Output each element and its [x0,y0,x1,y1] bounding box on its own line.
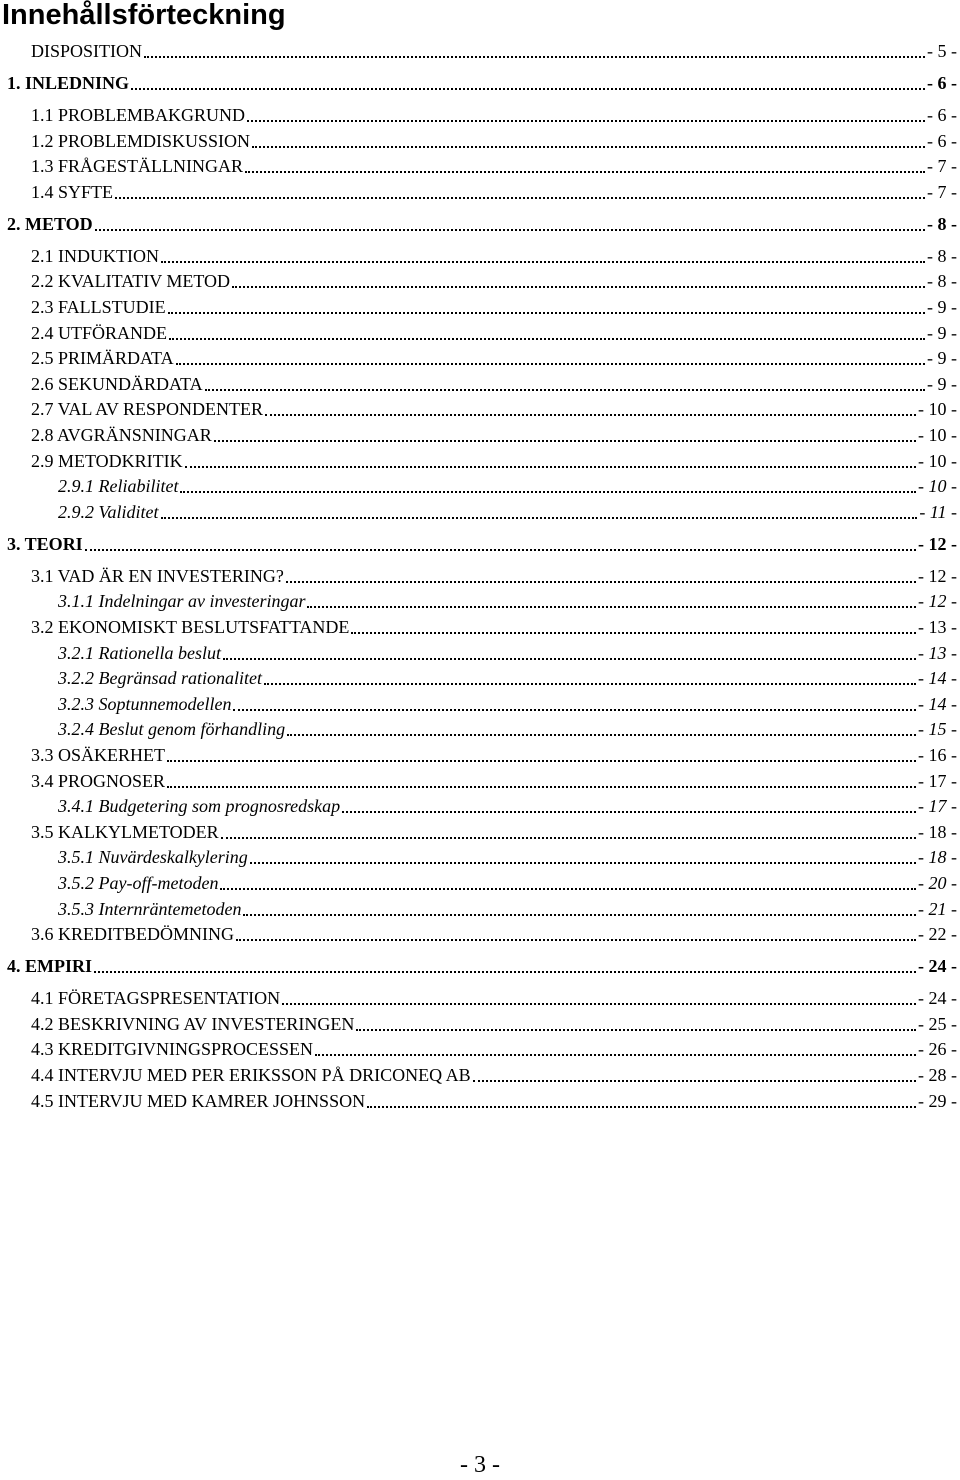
toc-entry-label: 2.6 SEKUNDÄRDATA [31,374,203,394]
toc-entry-label: 2.4 UTFÖRANDE [31,323,168,343]
toc-entry-label: 1.3 FRÅGESTÄLLNINGAR [31,156,244,176]
toc-entry-label: DISPOSITION [31,41,143,61]
toc-entry[interactable] [31,180,957,204]
toc-entry[interactable] [58,666,957,690]
toc-entry-page: - 16 - [918,745,957,765]
toc-entry[interactable] [58,897,957,921]
dot-leader [243,912,916,916]
toc-entry-page: - 10 - [918,451,957,471]
dot-leader [115,195,925,199]
dot-leader [473,1078,916,1082]
dot-leader [167,784,916,788]
toc-entry-label: 4.4 INTERVJU MED PER ERIKSSON PÅ DRICONEQ AB [31,1065,471,1085]
toc-entry-page: - 6 - [927,105,957,125]
toc-entry[interactable] [31,769,957,793]
toc-entry-page: - 9 - [927,348,957,368]
toc-entry[interactable] [31,1012,957,1036]
toc-entry-page: - 17 - [918,771,957,791]
dot-leader [351,630,916,634]
toc-entry-page: - 24 - [918,988,957,1008]
toc-entry[interactable] [58,500,957,524]
dot-leader [367,1104,916,1108]
toc-entry-label: 2.9 METODKRITIK [31,451,183,471]
toc-entry-page: - 9 - [927,297,957,317]
toc-entry[interactable] [31,372,957,396]
toc-entry-label: 2.1 INDUKTION [31,246,159,266]
toc-entry-page: - 13 - [918,617,957,637]
toc-entry[interactable] [31,39,957,63]
toc-entry[interactable] [31,986,957,1010]
toc-entry-page: - 10 - [918,476,957,496]
toc-entry-label: 3.2.2 Begränsad rationalitet [58,668,262,688]
toc-entry-page: - 15 - [918,719,957,739]
toc-entry-page: - 11 - [919,502,957,522]
dot-leader [356,1027,916,1031]
toc-entry-label: 4.3 KREDITGIVNINGSPROCESSEN [31,1039,314,1059]
toc-entry[interactable] [58,589,957,613]
toc-entry[interactable] [31,743,957,767]
dot-leader [287,732,916,736]
dot-leader [85,547,916,551]
toc-entry-label: 3.1.1 Indelningar av investeringar [58,591,306,611]
toc-entry-page: - 8 - [927,214,957,234]
toc-entry-page: - 18 - [918,822,957,842]
toc-entry-label: 3.2 EKONOMISKT BESLUTSFATTANDE [31,617,350,637]
toc-entry-label: 3.2.4 Beslut genom förhandling [58,719,286,739]
toc-entry-label: 3.1 VAD ÄR EN INVESTERING? [31,566,284,586]
toc-entry[interactable] [31,1089,957,1113]
toc-entry-page: - 18 - [918,847,957,867]
dot-leader [167,758,916,762]
toc-entry[interactable] [31,564,957,588]
dot-leader [161,515,918,519]
toc-entry-label: 4.1 FÖRETAGSPRESENTATION [31,988,281,1008]
dot-leader [247,118,925,122]
toc-entry[interactable] [31,103,957,127]
toc-entry[interactable] [58,474,957,498]
dot-leader [245,169,925,173]
toc-entry[interactable] [31,1037,957,1061]
toc-entry[interactable] [31,1063,957,1087]
toc-entry-label: 1.4 SYFTE [31,182,114,202]
toc-entry[interactable] [31,154,957,178]
dot-leader [236,937,916,941]
toc-entry[interactable] [31,423,957,447]
toc-entry[interactable] [58,641,957,665]
toc-entry-page: - 29 - [918,1091,957,1111]
toc-entry[interactable] [31,346,957,370]
dot-leader [265,412,916,416]
toc-entry-page: - 28 - [918,1065,957,1085]
toc-entry-page: - 7 - [927,182,957,202]
toc-entry-label: 3.2.1 Rationella beslut [58,643,221,663]
toc-entry[interactable] [7,212,957,236]
dot-leader [282,1001,916,1005]
dot-leader [168,310,925,314]
toc-entry[interactable] [31,397,957,421]
toc-title: Innehållsförteckning [2,0,286,31]
toc-entry-label: 2.8 AVGRÄNSNINGAR [31,425,212,445]
toc-entry-page: - 24 - [918,956,957,976]
toc-entry-label: 3.3 OSÄKERHET [31,745,165,765]
toc-entry-label: 2.7 VAL AV RESPONDENTER [31,399,264,419]
toc-entry[interactable] [58,692,957,716]
toc-entry-label: 3.6 KREDITBEDÖMNING [31,924,234,944]
toc-entry[interactable] [31,269,957,293]
toc-entry-label: 1. INLEDNING [7,73,130,93]
toc-entry-label: 2.2 KVALITATIV METOD [31,271,231,291]
dot-leader [307,604,916,608]
dot-leader [250,860,916,864]
dot-leader [233,707,916,711]
dot-leader [95,227,925,231]
toc-entry-page: - 8 - [927,246,957,266]
toc-entry-page: - 9 - [927,323,957,343]
toc-entry-label: 3.5.3 Internräntemetoden [58,899,242,919]
toc-entry-page: - 9 - [927,374,957,394]
dot-leader [214,438,916,442]
toc-entry-page: - 6 - [927,73,957,93]
toc-entry-label: 2.5 PRIMÄRDATA [31,348,174,368]
toc-entry-label: 4.5 INTERVJU MED KAMRER JOHNSSON [31,1091,366,1111]
toc-entry[interactable] [31,820,957,844]
toc-entry[interactable] [31,295,957,319]
toc-entry-label: 2.3 FALLSTUDIE [31,297,166,317]
toc-entry-page: - 10 - [918,425,957,445]
toc-entry[interactable] [31,244,957,268]
toc-entry-page: - 5 - [927,41,957,61]
dot-leader [223,656,916,660]
toc-entry[interactable] [7,532,957,556]
toc-entry-page: - 17 - [918,796,957,816]
toc-entry-page: - 12 - [918,534,957,554]
toc-entry-label: 2.9.1 Reliabilitet [58,476,179,496]
dot-leader [205,387,925,391]
dot-leader [315,1052,916,1056]
dot-leader [264,681,916,685]
toc-entry-page: - 20 - [918,873,957,893]
toc-entry-page: - 12 - [918,566,957,586]
toc-entry[interactable] [31,321,957,345]
toc-entry[interactable] [31,449,957,473]
toc-entry[interactable] [31,615,957,639]
toc-entry-label: 3.5.1 Nuvärdeskalkylering [58,847,248,867]
dot-leader [252,144,925,148]
toc-entry-label: 1.1 PROBLEMBAKGRUND [31,105,246,125]
toc-entry-label: 4. EMPIRI [7,956,92,976]
toc-entry-label: 2.9.2 Validitet [58,502,159,522]
toc-entry-label: 1.2 PROBLEMDISKUSSION [31,131,251,151]
toc-entry-label: 2. METOD [7,214,93,234]
toc-entry-label: 4.2 BESKRIVNING AV INVESTERINGEN [31,1014,355,1034]
toc-entry-page: - 25 - [918,1014,957,1034]
toc-entry-page: - 22 - [918,924,957,944]
toc-entry-page: - 14 - [918,668,957,688]
toc-entry[interactable] [7,71,957,95]
dot-leader [169,336,925,340]
dot-leader [131,86,925,90]
dot-leader [185,464,916,468]
toc-entry[interactable] [31,129,957,153]
toc-entry-page: - 8 - [927,271,957,291]
toc-entry-page: - 6 - [927,131,957,151]
toc-entry-label: 3.4.1 Budgetering som prognosredskap [58,796,341,816]
page-number: - 3 - [460,1452,500,1478]
toc-entry-page: - 12 - [918,591,957,611]
dot-leader [180,489,916,493]
dot-leader [161,259,925,263]
dot-leader [232,284,925,288]
dot-leader [220,886,916,890]
dot-leader [286,579,916,583]
toc-entry[interactable] [31,922,957,946]
toc-entry-label: 3. TEORI [7,534,83,554]
dot-leader [176,361,925,365]
toc-entry[interactable] [58,794,957,818]
toc-entry-label: 3.2.3 Soptunnemodellen [58,694,232,714]
toc-entry[interactable] [58,717,957,741]
toc-entry-page: - 26 - [918,1039,957,1059]
toc-entry-page: - 13 - [918,643,957,663]
toc-entry-page: - 10 - [918,399,957,419]
toc-entry-page: - 21 - [918,899,957,919]
toc-entry-page: - 7 - [927,156,957,176]
toc-entry-label: 3.5 KALKYLMETODER [31,822,219,842]
toc-entry[interactable] [58,845,957,869]
dot-leader [144,54,925,58]
toc-entry-label: 3.4 PROGNOSER [31,771,166,791]
toc-entry-page: - 14 - [918,694,957,714]
dot-leader [94,969,916,973]
toc-entry[interactable] [58,871,957,895]
dot-leader [221,835,916,839]
dot-leader [342,809,916,813]
toc-entry-label: 3.5.2 Pay-off-metoden [58,873,219,893]
toc-entry[interactable] [7,954,957,978]
